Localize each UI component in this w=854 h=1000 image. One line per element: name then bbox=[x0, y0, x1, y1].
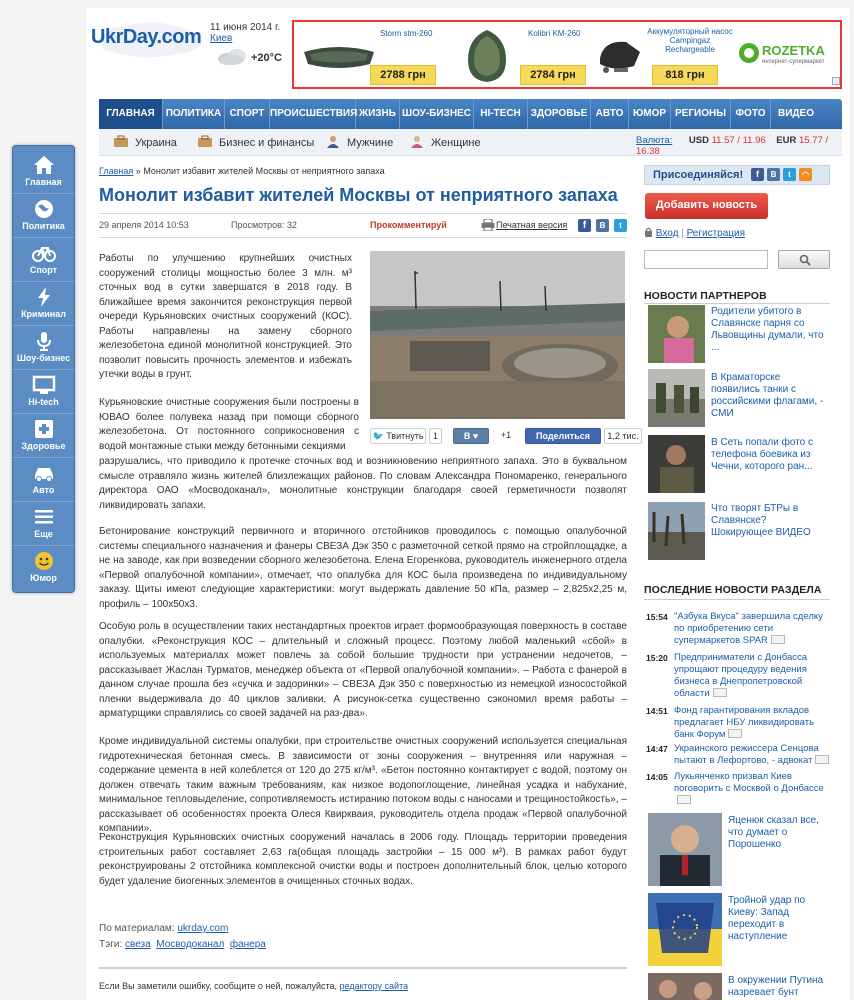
eur-rate: 15.77 / 16.38 bbox=[636, 135, 829, 157]
side-dock bbox=[12, 145, 75, 593]
latest-news-text: Предприниматели с Донбасса упрощают процедуру ведения бизнеса в Днепропетровской области bbox=[674, 652, 808, 699]
error-report bbox=[99, 981, 408, 991]
tag-link[interactable]: Мосводоканал bbox=[156, 939, 225, 950]
brand-name: ROZETKA bbox=[762, 43, 825, 58]
divider bbox=[99, 237, 627, 238]
briefcase-icon bbox=[113, 135, 129, 148]
subnav-item-business[interactable] bbox=[197, 135, 314, 149]
car-icon bbox=[32, 463, 56, 483]
microphone-icon bbox=[33, 331, 55, 351]
ad-item[interactable] bbox=[444, 22, 594, 87]
facebook-icon[interactable]: f bbox=[751, 168, 764, 181]
dock-label: Шоу-бизнес bbox=[16, 353, 71, 363]
error-text: Если Вы заметили ошибку, сообщите о ней, пожалуйста, bbox=[99, 981, 337, 991]
partner-news-image bbox=[648, 502, 705, 560]
currency-widget bbox=[636, 135, 842, 157]
lock-icon bbox=[644, 227, 653, 237]
latest-news-item[interactable] bbox=[674, 705, 830, 741]
divider bbox=[644, 599, 830, 600]
join-bar bbox=[644, 165, 830, 185]
photo-news-link[interactable]: В окружении Путина назревает бунт bbox=[728, 975, 824, 998]
print-link[interactable]: Печатная версия bbox=[496, 220, 568, 230]
subnav-label: Мужчине bbox=[347, 137, 394, 149]
brand-subtitle: интернет-супермаркет bbox=[762, 59, 825, 65]
comment-count-icon bbox=[713, 688, 727, 697]
subnav-item-men[interactable] bbox=[325, 135, 393, 149]
main-nav bbox=[99, 99, 842, 129]
ad-banner[interactable] bbox=[292, 20, 842, 89]
ad-item-price: 2784 грн bbox=[520, 65, 586, 85]
dock-label: Здоровье bbox=[21, 441, 66, 451]
partner-news-link[interactable]: Что творят БТРы в Славянске? Шокирующее ВИДЕО bbox=[711, 503, 811, 538]
smiley-icon bbox=[33, 551, 55, 571]
monitor-icon bbox=[32, 375, 56, 395]
medical-cross-icon bbox=[33, 419, 55, 439]
latest-news-item[interactable] bbox=[674, 743, 830, 767]
divider bbox=[644, 303, 830, 304]
news-time: 14:51 bbox=[646, 706, 668, 716]
article-paragraph: Работы по улучшению крупнейших очистных сооружений столицы мощностью более 3 млн. м³ сточных вод в сутки завершатся в 2018 году. В ближайшее время закончится реконструкция первой очереди Курьяновских очистных сооружений (КОС). Работы направлены на замену сборного железобетона единой монолитной конструкцией. Это позволит повысить прочность элементов и избежать утечки воды в грунт. bbox=[99, 253, 352, 380]
dock-label: Главная bbox=[25, 177, 62, 187]
facebook-share-label: Поделиться bbox=[535, 431, 590, 441]
city-selector[interactable]: Киев bbox=[210, 33, 233, 44]
nav-item-sport[interactable]: СПОРТ bbox=[225, 99, 270, 129]
menu-icon bbox=[33, 507, 55, 527]
ad-item-name: Storm stm-260 bbox=[380, 29, 433, 38]
dock-item-crime[interactable] bbox=[13, 280, 74, 326]
header-date: 11 июня 2014 г. bbox=[210, 22, 281, 33]
breadcrumb bbox=[99, 166, 385, 176]
nav-item-life[interactable]: ЖИЗНЬ bbox=[356, 99, 400, 129]
partner-news-image bbox=[648, 369, 705, 427]
search-button[interactable] bbox=[778, 250, 830, 269]
search-input[interactable] bbox=[644, 250, 768, 269]
news-time: 15:54 bbox=[646, 612, 668, 622]
article-paragraph: Особую роль в осуществлении таких нестандартных проектов играет формообразующая поверхность в составе опалубки. «Реконструкция КОС – длительный и сложный процесс. Поэтому любой маленький «сбой» в используемых материалах может повлечь за собой большие трудности при устранении недочетов, – рассказывает Жаслан Турматов, менеджер объекта от «Первой опалубочной компании». – Работа с фанерой в данном случае прошла без «сучка и задоринки» – СВЕЗА Дэк 350 с поверхностью из немецкой износостойкой пленки выдерживала до 40 циклов заливки. А рисунок-сетка существенно сэкономил время работы – арматурщики справлялись со своей задачей на раз-два». bbox=[99, 621, 627, 719]
views-count: 32 bbox=[286, 220, 297, 230]
breadcrumb-current: Монолит избавит жителей Москвы от неприятного запаха bbox=[143, 166, 385, 176]
rozetka-icon bbox=[738, 42, 760, 64]
twitter-icon[interactable]: t bbox=[783, 168, 796, 181]
vk-count: +1 bbox=[494, 428, 518, 444]
article-date: 29 апреля 2014 10:53 bbox=[99, 220, 189, 230]
nav-item-incidents[interactable]: ПРОИСШЕСТВИЯ bbox=[270, 99, 356, 129]
comment-link[interactable]: Прокомментируй bbox=[370, 220, 447, 230]
nav-item-humor[interactable]: ЮМОР bbox=[629, 99, 671, 129]
nav-item-regions[interactable]: РЕГИОНЫ bbox=[671, 99, 731, 129]
subnav-item-women[interactable] bbox=[409, 135, 481, 149]
temperature: +20°C bbox=[251, 52, 283, 64]
dock-label: Еще bbox=[34, 529, 53, 539]
nav-item-home[interactable]: ГЛАВНАЯ bbox=[99, 99, 163, 129]
ad-item-price: 818 грн bbox=[652, 65, 718, 85]
printer-icon bbox=[481, 219, 495, 231]
login-link[interactable]: Вход bbox=[655, 228, 679, 239]
dock-item-showbiz[interactable] bbox=[13, 324, 74, 370]
bicycle-icon bbox=[32, 243, 56, 263]
ad-item-name: Аккумуляторный насос Campingaz Rechargeable bbox=[647, 27, 733, 54]
partner-news-link[interactable]: Родители убитого в Славянске парня со Львовщины думали, что ... bbox=[711, 306, 824, 353]
article-paragraph: Бетонирование конструкций первичного и вторичного отстойников проводилось с помощью опалубочной системы специального назначения и фанеры СВЕЗА Дэк 350 с разметочной сеткой прямо на стройплощадке, а не на заводе, как при возведении сборного железобетона. Елена Егоренкова, руководитель инженерного отдела «Первой опалубочной компании», отмечает, что опалубка для КОС была произведена по индивидуальному заказу. Щиты имеют следующие характеристики: могут выдержать давление 50 кПа, размер – 2,825х2,25 м, профиль – 100х50х3. bbox=[99, 526, 627, 610]
cloud-sun-icon bbox=[216, 45, 250, 67]
breadcrumb-home[interactable]: Главная bbox=[99, 166, 134, 176]
dock-item-auto[interactable] bbox=[13, 456, 74, 502]
partner-news-image bbox=[648, 435, 705, 493]
rozetka-logo[interactable] bbox=[738, 22, 838, 87]
tweet-button[interactable] bbox=[370, 428, 426, 444]
nav-item-showbiz[interactable]: ШОУ-БИЗНЕС bbox=[400, 99, 474, 129]
tweet-count: 1 bbox=[429, 428, 442, 444]
twitter-icon[interactable]: t bbox=[614, 219, 627, 232]
eur-label: EUR bbox=[776, 135, 797, 146]
news-time: 14:05 bbox=[646, 772, 668, 782]
nav-item-politics[interactable]: ПОЛИТИКА bbox=[163, 99, 225, 129]
divider bbox=[99, 213, 627, 214]
news-time: 14:47 bbox=[646, 744, 668, 754]
globe-icon bbox=[33, 199, 55, 219]
news-time: 15:20 bbox=[646, 653, 668, 663]
search-icon bbox=[799, 254, 811, 266]
subnav-item-ukraine[interactable] bbox=[113, 135, 177, 149]
article-paragraph: разрушались, что приводило к протечке сточных вод и возникновению неприятного запаха. Это в буквальном смысле отравляло жизнь жителей близлежащих районов. По словам Александра Пономаренко, генерального директора ОАО «Мосводоканал», монолитные конструкции благодаря своей герметичности позволят ликвидировать запахи. bbox=[99, 456, 627, 511]
nav-item-hitech[interactable]: HI-TECH bbox=[474, 99, 528, 129]
usd-rate: 11.57 / 11.96 bbox=[711, 135, 766, 146]
latest-news-text: Лукьянченко призвал Киев поговорить с Москвой о Донбассе bbox=[674, 771, 824, 794]
subnav-label: Бизнес и финансы bbox=[219, 137, 315, 149]
dock-label: Авто bbox=[32, 485, 55, 495]
latest-news-text: Украинского режиссера Сенцова пытают в Лефортово, - адвокат bbox=[674, 743, 819, 766]
news-photo bbox=[648, 973, 722, 1000]
nav-item-video[interactable]: ВИДЕО bbox=[778, 108, 814, 119]
dock-item-home[interactable] bbox=[13, 148, 74, 194]
boat-image bbox=[462, 28, 512, 84]
dock-item-more[interactable] bbox=[13, 500, 74, 546]
editor-link[interactable]: редактору сайта bbox=[339, 981, 409, 991]
man-icon bbox=[325, 135, 341, 148]
dock-item-health[interactable] bbox=[13, 412, 74, 458]
twitter-bird-icon: 🐦 bbox=[372, 431, 384, 441]
breadcrumb-separator: » bbox=[135, 166, 141, 176]
dock-item-politics[interactable] bbox=[13, 192, 74, 238]
photo-news-link[interactable]: Яценюк сказал все, что думает о Порошенко bbox=[728, 815, 819, 850]
dock-item-humor[interactable] bbox=[13, 544, 74, 590]
auth-separator: | bbox=[681, 228, 684, 239]
join-label: Присоединяйся! bbox=[653, 169, 744, 181]
tag-link[interactable]: фанера bbox=[229, 939, 266, 950]
source-label: По материалам: bbox=[99, 923, 175, 934]
home-icon bbox=[33, 155, 55, 175]
news-photo bbox=[648, 893, 722, 966]
comment-count-icon bbox=[771, 635, 785, 644]
divider bbox=[99, 967, 627, 969]
dock-label: Политика bbox=[22, 221, 65, 231]
dock-label: Криминал bbox=[21, 309, 66, 319]
vk-icon[interactable]: B bbox=[767, 168, 780, 181]
comment-count-icon bbox=[677, 795, 691, 804]
dock-label: Спорт bbox=[29, 265, 58, 275]
latest-news-item[interactable] bbox=[674, 771, 830, 807]
partner-news-link[interactable]: В Сеть попали фото с телефона боевика из Чечни, которого ран... bbox=[711, 437, 813, 472]
register-link[interactable]: Регистрация bbox=[686, 228, 746, 239]
dock-item-sport[interactable] bbox=[13, 236, 74, 282]
vk-share-button[interactable]: B ♥ bbox=[453, 428, 489, 444]
lightning-icon bbox=[33, 287, 55, 307]
facebook-count: 1,2 тис. bbox=[604, 428, 642, 444]
subnav-label: Женщине bbox=[431, 137, 481, 149]
ad-item-name: Kolibri KM-260 bbox=[528, 29, 581, 38]
currency-link[interactable]: Валюта: bbox=[636, 135, 673, 146]
add-news-button[interactable]: Добавить новость bbox=[645, 193, 768, 219]
latest-news-text: "Азбука Вкуса" завершила сделку по приобретению сети супермаркетов SPAR bbox=[674, 611, 823, 646]
dock-label: Hi-tech bbox=[28, 397, 59, 407]
tags-label: Тэги: bbox=[99, 939, 123, 950]
rss-icon[interactable]: ◠ bbox=[799, 168, 812, 181]
latest-news-item[interactable] bbox=[674, 652, 830, 700]
photo-news-link[interactable]: Тройной удар по Киеву: Запад переходит в наступление bbox=[728, 895, 806, 942]
briefcase-icon bbox=[197, 135, 213, 148]
nav-item-health[interactable]: ЗДОРОВЬЕ bbox=[528, 99, 591, 129]
tweet-label: Твитнуть bbox=[386, 431, 424, 441]
comment-count-icon bbox=[815, 755, 829, 764]
views bbox=[231, 220, 297, 230]
nav-item-auto[interactable]: АВТО bbox=[591, 99, 629, 129]
views-label: Просмотров: bbox=[231, 220, 285, 230]
partner-news-link[interactable]: В Краматорске появились танки с российскими флагами, - СМИ bbox=[711, 372, 824, 419]
comment-count-icon bbox=[728, 729, 742, 738]
facebook-share-button[interactable] bbox=[525, 428, 601, 444]
latest-section-title: ПОСЛЕДНИЕ НОВОСТИ РАЗДЕЛА bbox=[644, 584, 822, 596]
latest-news-text: Фонд гарантирования вкладов предлагает НБУ ликвидировать банк Форум bbox=[674, 705, 815, 740]
pump-image bbox=[594, 32, 646, 76]
article-title: Монолит избавит жителей Москвы от неприятного запаха bbox=[99, 185, 618, 205]
news-photo bbox=[648, 813, 722, 886]
vk-icon[interactable]: B bbox=[596, 219, 609, 232]
site-logo[interactable]: UkrDay.com bbox=[91, 26, 202, 48]
dock-label: Юмор bbox=[30, 573, 57, 583]
partner-news-image bbox=[648, 305, 705, 363]
dock-item-hitech[interactable] bbox=[13, 368, 74, 414]
ad-item[interactable] bbox=[294, 22, 444, 87]
article-paragraph: Курьяновские очистные сооружения были построены в ЮВАО более полувека назад при помощи сборного железобетона. От постоянного соприкосновения с водой монтажные стыки между бетонными секциями bbox=[99, 397, 359, 452]
ad-item[interactable] bbox=[594, 22, 738, 87]
ad-item-price: 2788 грн bbox=[370, 65, 436, 85]
woman-icon bbox=[409, 135, 425, 148]
subnav-label: Украина bbox=[135, 137, 177, 149]
tags-line bbox=[99, 939, 266, 950]
source-line bbox=[99, 923, 228, 934]
latest-news-item[interactable] bbox=[674, 611, 830, 647]
partners-section-title: НОВОСТИ ПАРТНЕРОВ bbox=[644, 290, 767, 302]
article-paragraph: Кроме индивидуальной системы опалубки, при строительстве очистных сооружений используется специальная гидротехническая бетонная смесь. В зависимости от зоны сооружения – внутренняя или наружная – содержание цемента в ней колеблется от 120 до 275 кг/м³. «Бетон постоянно контактирует с водой, поэтому он должен отвечать таким важным требованиям, как низкое водопоглощение, линейная усадка и набухание, минимальное тепловыделение, сопротивляемость истиранию потоком воды с наносами и трещиностойкость», – рассказывает об особенностях проекта Олеся Квиркваия, руководитель отдела продаж «Первой опалубочной компании». bbox=[99, 736, 627, 834]
tag-link[interactable]: свеза bbox=[125, 939, 151, 950]
boat-image bbox=[300, 38, 378, 74]
auth-links bbox=[644, 227, 745, 239]
article-photo bbox=[370, 251, 625, 419]
source-link[interactable]: ukrday.com bbox=[177, 923, 229, 934]
facebook-icon[interactable]: f bbox=[578, 219, 591, 232]
usd-label: USD bbox=[688, 135, 709, 146]
nav-item-photo[interactable]: ФОТО bbox=[731, 99, 771, 129]
sub-nav bbox=[99, 129, 842, 156]
adchoices-icon[interactable] bbox=[832, 77, 840, 85]
article-paragraph: Реконструкция Курьяновских очистных сооружений началась в 2006 году. Площадь территории проведения строительных работ составляет 2,63 га(общая площадь застройки – 15 000 м²). В рамках работ будут реконструированы 2 отстойника комплексной очистки воды и построен дополнительный блок, целью которого будет удаление биогенных элементов в очищенных сточных водах. bbox=[99, 832, 627, 887]
